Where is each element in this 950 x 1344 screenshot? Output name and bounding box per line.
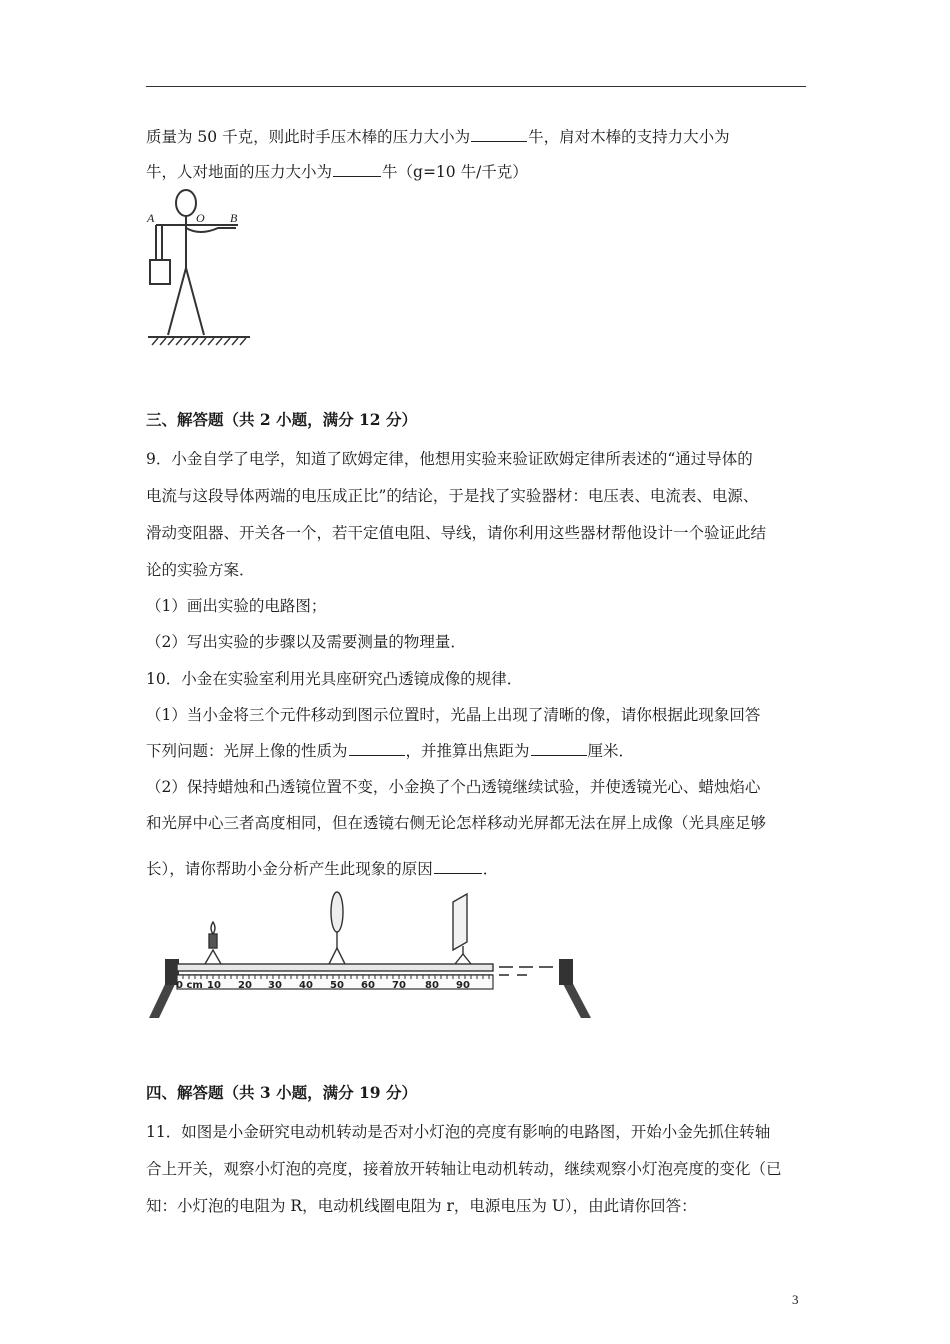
label-b: B xyxy=(230,211,238,225)
answer-blank xyxy=(471,127,527,142)
header-rule xyxy=(146,86,806,87)
tick-label-70: 70 xyxy=(392,980,406,991)
q9-line-3: 滑动变阻器、开关各一个，若干定值电阻、导线，请你利用这些器材帮他设计一个验证此结 xyxy=(146,524,767,542)
q8-line-1: 质量为 50 千克，则此时手压木棒的压力大小为 牛，肩对木棒的支持力大小为 xyxy=(146,128,730,146)
answer-blank xyxy=(349,741,405,756)
light-screen xyxy=(453,894,471,964)
q9-sub-2: （2）写出实验的步骤以及需要测量的物理量． xyxy=(146,633,466,651)
q9-sub-1: （1）画出实验的电路图； xyxy=(146,597,327,615)
tick-label-50: 50 xyxy=(330,980,344,991)
tick-label-80: 80 xyxy=(425,980,439,991)
bench-rail-dashes xyxy=(499,967,553,975)
answer-blank xyxy=(434,859,482,874)
q11-line-2: 合上开关，观察小灯泡的亮度，接着放开转轴让电动机转动，继续观察小灯泡亮度的变化（已 xyxy=(146,1160,782,1178)
q10-sub2-line-3: 长），请你帮助小金分析产生此现象的原因 ． xyxy=(146,860,499,878)
q9-line-2: 电流与这段导体两端的电压成正比”的结论，于是找了实验器材：电压表、电流表、电源、 xyxy=(146,487,759,505)
convex-lens xyxy=(329,892,345,964)
q10-sub2-line-2: 和光屏中心三者高度相同，但在透镜右侧无论怎样移动光屏都无法在屏上成像（光具座足够 xyxy=(146,814,767,832)
q10-sub1-line-2: 下列问题：光屏上像的性质为 ，并推算出焦距为 厘米． xyxy=(146,742,635,760)
bench-right-leg xyxy=(561,980,591,1018)
q8-line-2: 牛，人对地面的压力大小为 牛（g=10 牛/千克） xyxy=(146,163,528,181)
tick-label-20: 20 xyxy=(238,980,252,991)
q9-line-1: 9．小金自学了电学，知道了欧姆定律，他想用实验来验证欧姆定律所表述的“通过导体的 xyxy=(146,450,753,468)
q11-line-1: 11．如图是小金研究电动机转动是否对小灯泡的亮度有影响的电路图，开始小金先抓住转轴 xyxy=(146,1123,771,1141)
tick-label-60: 60 xyxy=(361,980,375,991)
candle xyxy=(205,922,221,964)
q10-stem: 10．小金在实验室利用光具座研究凸透镜成像的规律． xyxy=(146,670,523,688)
tick-label-90: 90 xyxy=(456,980,470,991)
tick-label-40: 40 xyxy=(299,980,313,991)
section-3-heading: 三、解答题（共 2 小题，满分 12 分） xyxy=(146,410,417,429)
person-lever-figure xyxy=(140,188,265,348)
label-a: A xyxy=(147,211,155,225)
bench-left-leg xyxy=(149,980,177,1018)
optical-bench-figure xyxy=(145,884,595,1024)
q10-sub1-line-1: （1）当小金将三个元件移动到图示位置时，光晶上出现了清晰的像，请你根据此现象回答 xyxy=(146,706,761,724)
bench-rail xyxy=(177,964,493,971)
q9-line-4: 论的实验方案． xyxy=(146,561,255,579)
bench-right-post xyxy=(559,959,573,985)
q10-sub2-line-1: （2）保持蜡烛和凸透镜位置不变，小金换了个凸透镜继续试验，并使透镜光心、蜡烛焰心 xyxy=(146,778,761,796)
page-number: 3 xyxy=(792,1292,799,1307)
answer-blank xyxy=(531,741,587,756)
section-4-heading: 四、解答题（共 3 小题，满分 19 分） xyxy=(146,1083,417,1102)
tick-label-30: 30 xyxy=(268,980,282,991)
answer-blank xyxy=(333,162,381,177)
tick-label-10: 10 xyxy=(207,980,221,991)
q11-line-3: 知：小灯泡的电阻为 R，电动机线圈电阻为 r，电源电压为 U），由此请你回答： xyxy=(146,1197,697,1215)
label-o: O xyxy=(196,211,205,225)
tick-label-0: 0 cm xyxy=(176,980,203,991)
